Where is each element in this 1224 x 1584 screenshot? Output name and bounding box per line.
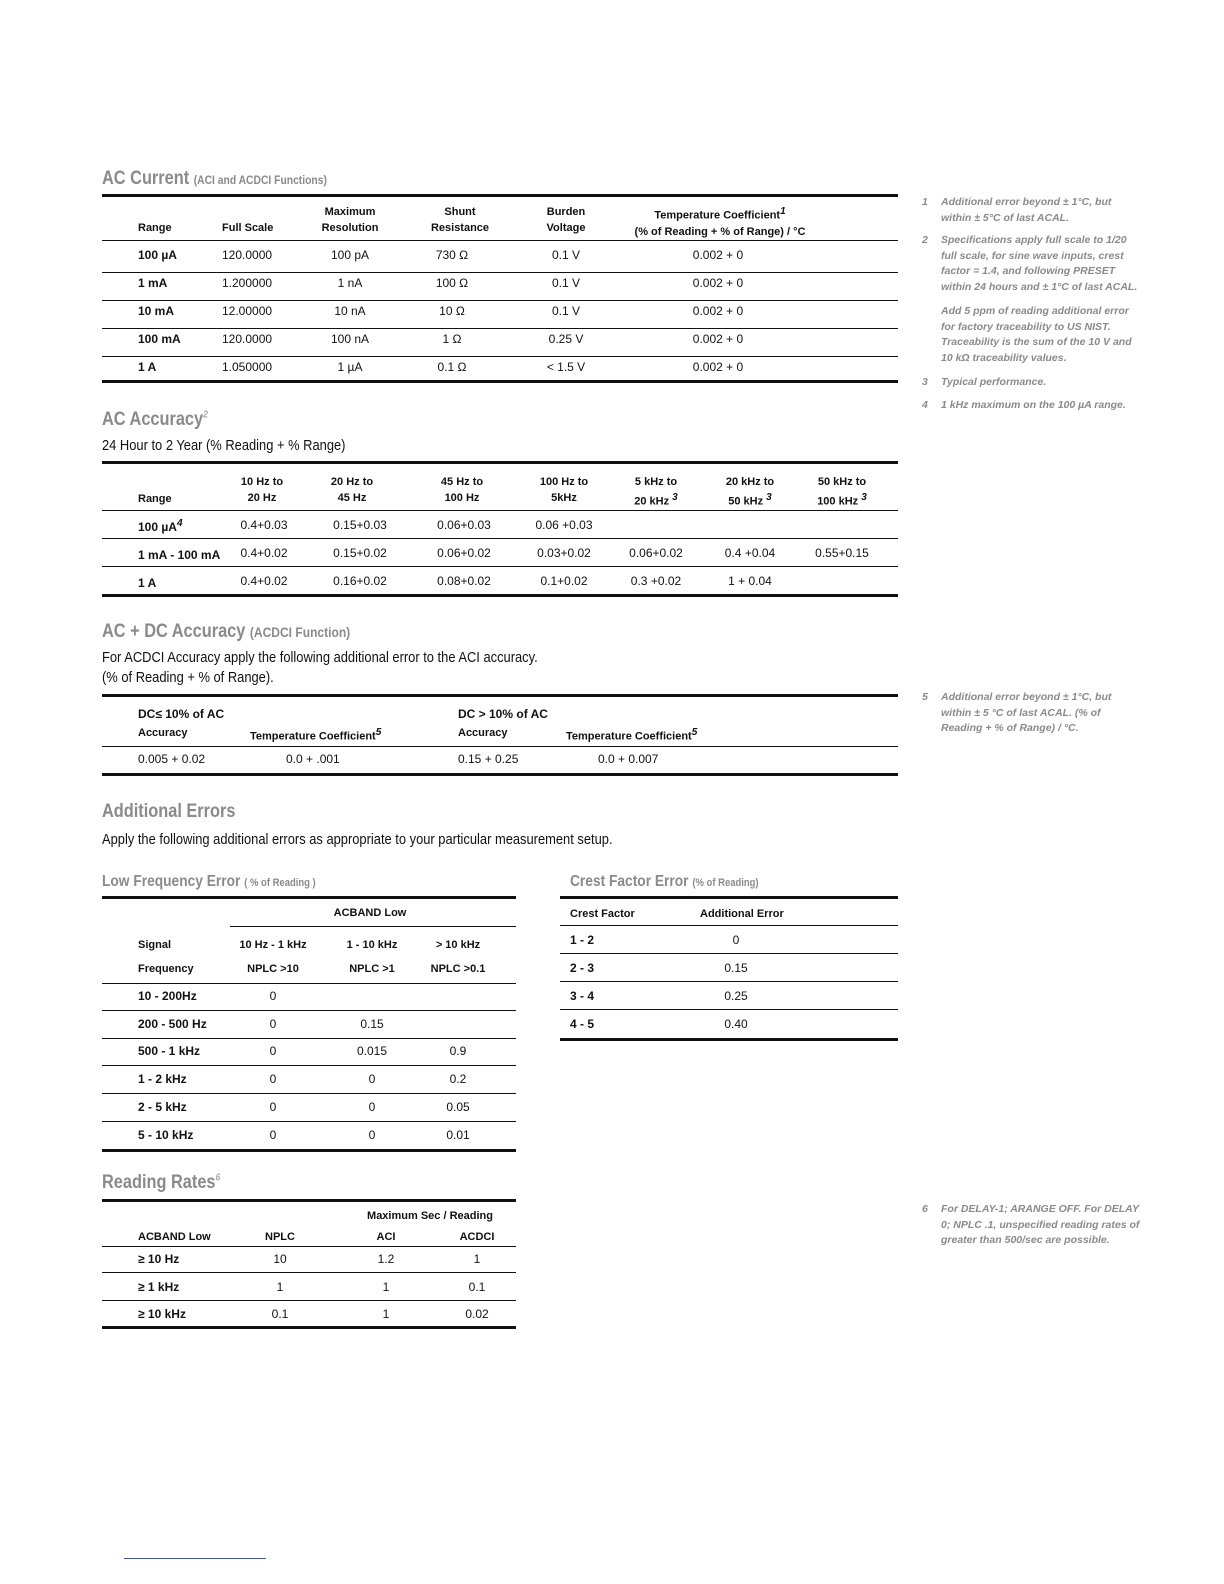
row-accuracy-value: 0.16+0.02	[333, 574, 387, 588]
row-full-scale: 1.050000	[222, 360, 273, 374]
row-nplc: 10	[273, 1252, 287, 1266]
row-shunt: 10 Ω	[439, 304, 465, 318]
row-accuracy-value: 0.3 +0.02	[630, 574, 682, 588]
row-temp-coef: 0.002 + 0	[692, 248, 744, 262]
col-header-45hz: 45 Hz to 100 Hz	[440, 476, 484, 504]
table-top-rule	[102, 194, 898, 197]
row-accuracy-value: 0.55+0.15	[815, 546, 869, 560]
footnote-text: 1 kHz maximum on the 100 µA range.	[941, 399, 1126, 411]
row-range: 1 mA - 100 mA	[138, 548, 221, 562]
table-rule	[102, 1300, 516, 1301]
col-header-nplc-0-1: NPLC >0.1	[430, 963, 486, 975]
row-range: 10 mA	[138, 304, 175, 318]
footnote-number: 4	[922, 399, 928, 411]
row-additional-error: 0	[732, 933, 740, 947]
table-rule	[560, 981, 898, 982]
row-acdci: 0.1	[468, 1280, 486, 1294]
col-header-frequency: Frequency	[138, 963, 194, 975]
table-top-rule	[102, 694, 898, 697]
table-rule	[102, 1038, 516, 1039]
footnote-text: Add 5 ppm of reading additional error for factory traceability to US NIST. Traceability is the sum of the 10 V and 10 kΩ traceability values.	[941, 305, 1132, 364]
row-aci: 1	[382, 1307, 390, 1321]
row-accuracy-value: 0.03+0.02	[537, 546, 591, 560]
footnote-text: Additional error beyond ± 1°C, but within ± 5°C of last ACAL.	[941, 196, 1112, 224]
table-top-rule	[560, 896, 898, 899]
acdc-intro-1: For ACDCI Accuracy apply the following additional error to the ACI accuracy.	[102, 649, 538, 666]
row-crest-factor: 2 - 3	[570, 961, 595, 975]
footnote-text: Additional error beyond ± 1°C, but within ± 5 °C of last ACAL. (% of Reading + % of Range) / °C.	[941, 691, 1112, 734]
row-temp-coef: 0.002 + 0	[692, 332, 744, 346]
footnote-text: Typical performance.	[941, 376, 1047, 388]
col-header-dc-low: DC≤ 10% of AC	[138, 707, 225, 721]
row-full-scale: 120.0000	[222, 332, 273, 346]
row-shunt: 730 Ω	[435, 248, 469, 262]
table-rule	[102, 300, 898, 301]
row-accuracy-value: 1 + 0.04	[728, 574, 772, 588]
footnote-number: 1	[922, 196, 928, 208]
col-header-additional-error: Additional Error	[700, 908, 784, 920]
row-range: 100 µA$^4$	[138, 518, 183, 534]
table-bottom-rule	[102, 594, 898, 597]
col-header-resolution: Maximum Resolution	[321, 206, 379, 234]
row-resolution: 10 nA	[334, 304, 366, 318]
row-acband: ≥ 10 Hz	[138, 1252, 180, 1266]
row-error-value: 0.01	[446, 1128, 470, 1142]
row-resolution: 100 nA	[330, 332, 370, 346]
row-resolution: 1 µA	[337, 360, 363, 374]
row-acband: ≥ 10 kHz	[138, 1307, 186, 1321]
col-header-temp-high: Temperature Coefficient5	[566, 727, 698, 743]
table-top-rule	[102, 896, 516, 899]
table-rule	[230, 926, 516, 927]
row-error-value: 0.05	[446, 1100, 470, 1114]
col-header-aci: ACI	[376, 1231, 396, 1243]
table-rule	[560, 1009, 898, 1010]
reading-rates-title: Reading Rates$^6$	[102, 1172, 221, 1193]
row-accuracy-value: 0.4+0.03	[240, 518, 288, 532]
row-accuracy-value: 0.08+0.02	[437, 574, 491, 588]
col-header-acdci: ACDCI	[459, 1231, 495, 1243]
ac-accuracy-intro: 24 Hour to 2 Year (% Reading + % Range)	[102, 437, 346, 454]
acdc-accuracy-title: AC + DC Accuracy (ACDCI Function)	[102, 621, 351, 642]
row-burden: 0.1 V	[551, 304, 581, 318]
row-range: 100 mA	[138, 332, 181, 346]
table-rule	[102, 272, 898, 273]
col-header-nplc-1: NPLC >1	[349, 963, 395, 975]
row-acdci: 0.02	[465, 1307, 489, 1321]
table-rule	[102, 1010, 516, 1011]
crest-factor-title: Crest Factor Error (% of Reading)	[570, 873, 759, 890]
row-full-scale: 120.0000	[222, 248, 273, 262]
col-header-temp-low: Temperature Coefficient5	[250, 727, 382, 743]
table-rule	[560, 925, 898, 926]
footnote-text: For DELAY-1; ARANGE OFF. For DELAY 0; NPLC .1, unspecified reading rates of greater than 500/sec are possible.	[941, 1203, 1140, 1246]
acdc-high-accuracy: 0.15 + 0.25	[458, 752, 519, 766]
col-header-acband-low: ACBAND Low	[138, 1231, 211, 1243]
col-header-range: Range	[138, 222, 172, 234]
row-accuracy-value: 0.4+0.02	[240, 574, 288, 588]
table-rule	[102, 240, 898, 241]
col-header-nplc-10: NPLC >10	[247, 963, 299, 975]
col-header-20khz: 20 kHz to 50 kHz 3	[725, 476, 775, 508]
row-error-value: 0.015	[356, 1044, 388, 1058]
row-aci: 1	[382, 1280, 390, 1294]
acdc-intro-2: (% of Reading + % of Range).	[102, 669, 274, 686]
row-crest-factor: 1 - 2	[570, 933, 595, 947]
row-accuracy-value: 0.06 +0.03	[535, 518, 593, 532]
table-bottom-rule	[102, 773, 898, 776]
row-temp-coef: 0.002 + 0	[692, 304, 744, 318]
table-top-rule	[102, 461, 898, 464]
row-range: 100 µA	[138, 248, 177, 262]
footnote-text: Specifications apply full scale to 1/20 full scale, for sine wave inputs, crest factor = 1.4, and following PRESET within 24 hours and ± 1°C of last ACAL.	[941, 234, 1138, 293]
row-resolution: 1 nA	[337, 276, 363, 290]
col-header-1-10khz: 1 - 10 kHz	[346, 939, 398, 951]
additional-errors-title: Additional Errors	[102, 801, 236, 822]
ac-accuracy-title: AC Accuracy$^2$	[102, 409, 208, 430]
row-shunt: 0.1 Ω	[437, 360, 467, 374]
row-crest-factor: 4 - 5	[570, 1017, 595, 1031]
footnote-number: 3	[922, 376, 928, 388]
table-bottom-rule	[102, 380, 898, 383]
table-rule	[102, 1121, 516, 1122]
row-shunt: 1 Ω	[442, 332, 462, 346]
table-rule	[102, 983, 516, 984]
footnote-number: 2	[922, 234, 928, 246]
row-accuracy-value: 0.06+0.02	[629, 546, 683, 560]
col-header-burden: Burden Voltage	[546, 206, 586, 234]
row-aci: 1.2	[377, 1252, 395, 1266]
row-signal-frequency: 10 - 200Hz	[138, 989, 197, 1003]
row-error-value: 0	[269, 1044, 277, 1058]
row-accuracy-value: 0.15+0.03	[333, 518, 387, 532]
row-error-value: 0	[368, 1128, 376, 1142]
table-top-rule	[102, 1199, 516, 1202]
table-bottom-rule	[102, 1149, 516, 1152]
col-header-full-scale: Full Scale	[222, 222, 274, 234]
col-header-range: Range	[138, 493, 172, 505]
col-header-20hz: 20 Hz to 45 Hz	[330, 476, 374, 504]
col-header-accuracy-high: Accuracy	[458, 727, 508, 739]
col-header-10khz: > 10 kHz	[435, 939, 481, 951]
row-temp-coef: 0.002 + 0	[692, 360, 744, 374]
row-range: 1 A	[138, 360, 157, 374]
row-additional-error: 0.25	[724, 989, 748, 1003]
col-header-acband-low: ACBAND Low	[333, 907, 407, 919]
row-signal-frequency: 2 - 5 kHz	[138, 1100, 187, 1114]
row-acband: ≥ 1 kHz	[138, 1280, 180, 1294]
additional-errors-intro: Apply the following additional errors as appropriate to your particular measurement setup.	[102, 831, 613, 848]
row-range: 1 mA	[138, 276, 168, 290]
col-header-temp-coef: Temperature Coefficient1 (% of Reading + % of Range) / °C	[634, 206, 806, 238]
ac-current-title: AC Current (ACI and ACDCI Functions)	[102, 168, 327, 189]
table-rule	[560, 953, 898, 954]
row-accuracy-value: 0.4+0.02	[240, 546, 288, 560]
table-rule	[102, 746, 898, 747]
table-rule	[102, 1272, 516, 1273]
row-resolution: 100 pA	[330, 248, 370, 262]
row-accuracy-value: 0.06+0.02	[437, 546, 491, 560]
row-burden: 0.1 V	[551, 276, 581, 290]
col-header-10hz-1khz: 10 Hz - 1 kHz	[239, 939, 307, 951]
col-header-100hz: 100 Hz to 5kHz	[539, 476, 589, 504]
table-rule	[102, 1246, 516, 1247]
row-error-value: 0.15	[360, 1017, 384, 1031]
col-header-50khz: 50 kHz to 100 kHz 3	[817, 476, 867, 508]
row-accuracy-value: 0.06+0.03	[437, 518, 491, 532]
row-error-value: 0.9	[449, 1044, 467, 1058]
row-signal-frequency: 5 - 10 kHz	[138, 1128, 194, 1142]
col-header-10hz: 10 Hz to 20 Hz	[240, 476, 284, 504]
col-header-crest-factor: Crest Factor	[570, 908, 635, 920]
table-rule	[102, 510, 898, 511]
col-header-nplc: NPLC	[265, 1231, 295, 1243]
row-crest-factor: 3 - 4	[570, 989, 595, 1003]
row-signal-frequency: 200 - 500 Hz	[138, 1017, 207, 1031]
acdc-low-temp: 0.0 + .001	[286, 752, 340, 766]
row-nplc: 1	[276, 1280, 284, 1294]
row-nplc: 0.1	[271, 1307, 289, 1321]
row-error-value: 0	[269, 1017, 277, 1031]
row-accuracy-value: 0.15+0.02	[333, 546, 387, 560]
row-additional-error: 0.15	[724, 961, 748, 975]
col-header-shunt: Shunt Resistance	[430, 206, 490, 234]
row-signal-frequency: 500 - 1 kHz	[138, 1044, 201, 1058]
table-rule	[102, 566, 898, 567]
row-temp-coef: 0.002 + 0	[692, 276, 744, 290]
row-accuracy-value: 0.1+0.02	[540, 574, 588, 588]
row-acdci: 1	[473, 1252, 481, 1266]
col-header-accuracy-low: Accuracy	[138, 727, 188, 739]
row-burden: 0.1 V	[551, 248, 581, 262]
row-error-value: 0	[269, 1072, 277, 1086]
acdc-low-accuracy: 0.005 + 0.02	[138, 752, 206, 766]
row-range: 1 A	[138, 576, 157, 590]
table-rule	[102, 1065, 516, 1066]
col-header-signal: Signal	[138, 939, 172, 951]
row-error-value: 0	[368, 1072, 376, 1086]
row-additional-error: 0.40	[724, 1017, 748, 1031]
row-error-value: 0.2	[449, 1072, 467, 1086]
row-full-scale: 12.00000	[222, 304, 273, 318]
low-frequency-title: Low Frequency Error ( % of Reading )	[102, 873, 316, 890]
row-burden: 0.25 V	[548, 332, 584, 346]
col-header-dc-high: DC > 10% of AC	[458, 707, 548, 721]
row-signal-frequency: 1 - 2 kHz	[138, 1072, 187, 1086]
footnote-separator	[124, 1558, 266, 1559]
acdc-high-temp: 0.0 + 0.007	[598, 752, 659, 766]
table-bottom-rule	[560, 1038, 898, 1041]
footnote-number: 5	[922, 691, 928, 703]
col-header-5khz: 5 kHz to 20 kHz 3	[634, 476, 678, 508]
table-bottom-rule	[102, 1326, 516, 1329]
row-full-scale: 1.200000	[222, 276, 273, 290]
row-error-value: 0	[368, 1100, 376, 1114]
row-shunt: 100 Ω	[435, 276, 469, 290]
row-error-value: 0	[269, 1128, 277, 1142]
footnote-number: 6	[922, 1203, 928, 1215]
col-header-max-sec-reading: Maximum Sec / Reading	[367, 1210, 493, 1222]
row-burden: < 1.5 V	[546, 360, 586, 374]
table-rule	[102, 356, 898, 357]
table-rule	[102, 1093, 516, 1094]
row-accuracy-value: 0.4 +0.04	[724, 546, 776, 560]
table-rule	[102, 328, 898, 329]
row-error-value: 0	[269, 1100, 277, 1114]
row-error-value: 0	[269, 989, 277, 1003]
table-rule	[102, 538, 898, 539]
